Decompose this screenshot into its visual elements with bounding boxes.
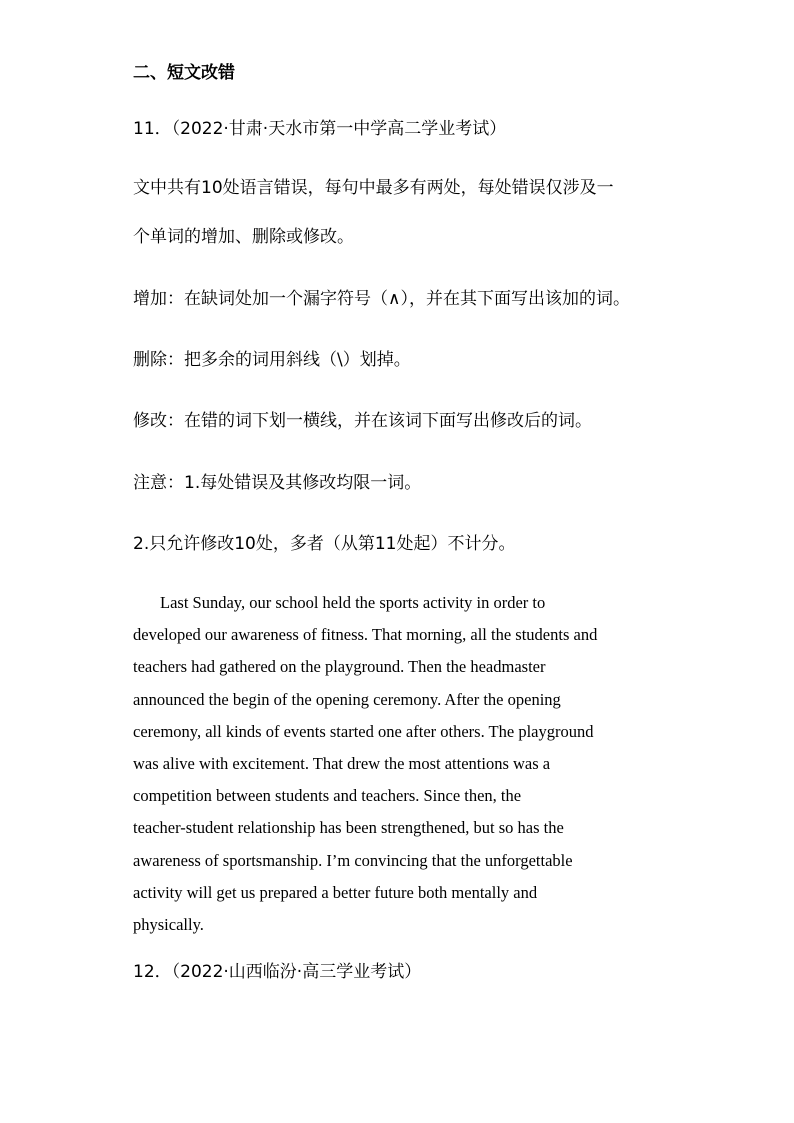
question-11-header: 11．（2022·甘肃·天水市第一中学高二学业考试） <box>133 119 507 139</box>
instruction-note-1: 注意：1.每处错误及其修改均限一词。 <box>133 473 422 493</box>
passage-line: announced the begin of the opening ceremony. After the opening <box>133 689 561 709</box>
passage-line: awareness of sportsmanship. I’m convincing that the unforgettable <box>133 850 573 870</box>
passage-line: Last Sunday, our school held the sports activity in order to <box>160 593 546 612</box>
passage-line: teacher-student relationship has been strengthened, but so has the <box>133 818 564 838</box>
instruction-note-2: 2.只允许修改10处，多者（从第11处起）不计分。 <box>133 534 516 554</box>
instruction-line-2: 个单词的增加、删除或修改。 <box>133 227 354 247</box>
instruction-line-1: 文中共有10处语言错误，每句中最多有两处，每处错误仅涉及一 <box>133 178 614 198</box>
passage <box>133 587 673 941</box>
instruction-modify: 修改：在错的词下划一横线，并在该词下面写出修改后的词。 <box>133 411 592 431</box>
passage-line: activity will get us prepared a better future both mentally and <box>133 882 538 902</box>
passage-line: ceremony, all kinds of events started one after others. The playground <box>133 721 594 741</box>
passage-line: developed our awareness of fitness. That morning, all the students and <box>133 625 598 645</box>
question-12-header: 12．（2022·山西临汾·高三学业考试） <box>133 962 422 982</box>
passage-line: physically. <box>133 915 204 935</box>
section-title: 二、短文改错 <box>133 63 235 83</box>
passage-line: was alive with excitement. That drew the most attentions was a <box>133 754 551 774</box>
instruction-delete: 删除：把多余的词用斜线（\）划掉。 <box>133 350 411 370</box>
passage-paragraph <box>133 587 673 941</box>
passage-line: teachers had gathered on the playground. Then the headmaster <box>133 657 546 677</box>
instruction-add: 增加：在缺词处加一个漏字符号（∧），并在其下面写出该加的词。 <box>133 289 630 309</box>
passage-line: competition between students and teachers. Since then, the <box>133 786 522 806</box>
